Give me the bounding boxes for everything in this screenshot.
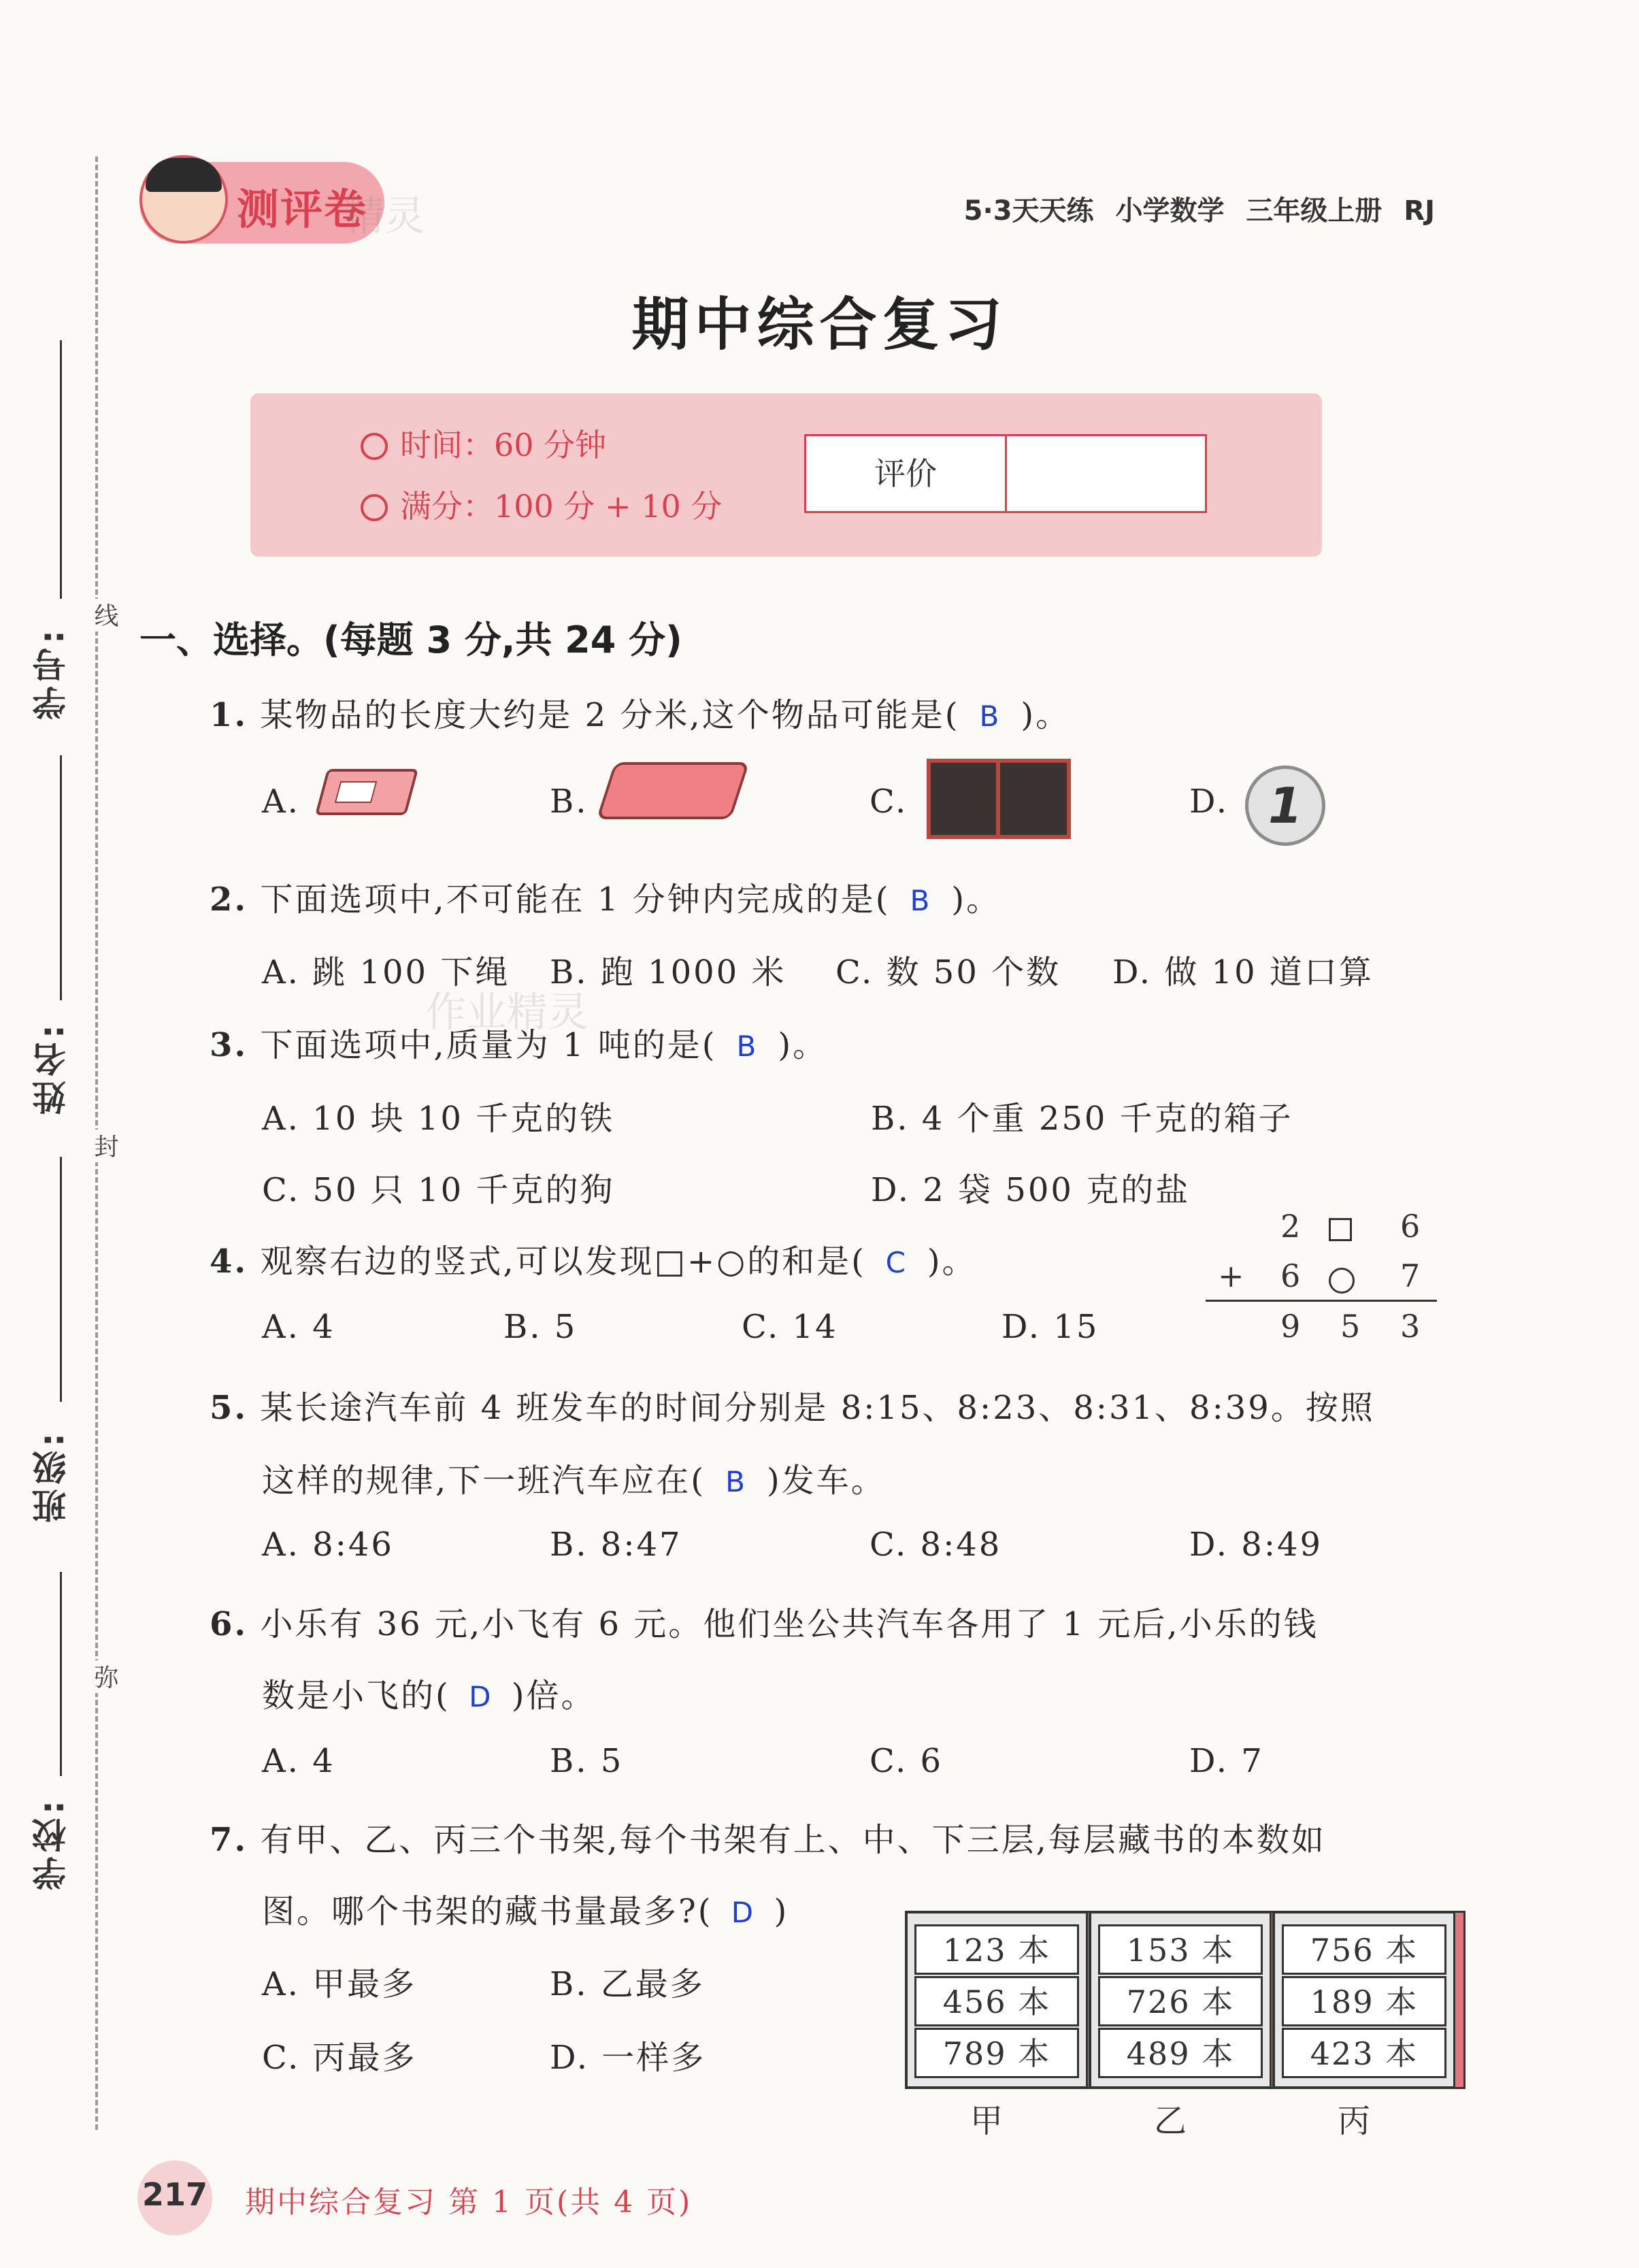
time-info (361, 421, 606, 465)
option-b[interactable]: B. 8:47 (550, 1526, 682, 1564)
option-c[interactable]: C. 数 50 个数 (835, 953, 1061, 991)
option-d[interactable]: D. 2 袋 500 克的盐 (871, 1171, 1191, 1209)
name-label: 姓名: (32, 1021, 71, 1115)
series-label: 5·3天天练 小学数学 三年级上册 RJ (963, 195, 1435, 227)
eraser-label (335, 781, 378, 803)
question-6-line2 (262, 1669, 595, 1716)
school-label: 学校: (32, 1796, 71, 1890)
digit: 6 (1400, 1208, 1421, 1245)
coin-image: 1 (1245, 766, 1325, 846)
plus-sign: + (1218, 1258, 1244, 1294)
bookshelf-side (1453, 1911, 1466, 2089)
school-field-line[interactable] (60, 1572, 62, 1776)
answer-blank[interactable]: B (979, 700, 1001, 733)
pencil-box-image (596, 762, 749, 819)
option-a[interactable]: A. 甲最多 (262, 1965, 417, 2003)
footer-text: 期中综合复习 第 1 页(共 4 页) (245, 2185, 693, 2220)
option-a[interactable]: A. 10 块 10 千克的铁 (262, 1100, 615, 1138)
question-5 (210, 1381, 1375, 1428)
shelf-row-bottom: 423 本 (1282, 2028, 1446, 2078)
shelf-row-middle: 726 本 (1098, 1976, 1263, 2026)
bookshelf-frame (1272, 1911, 1456, 2089)
answer-blank[interactable]: C (885, 1246, 908, 1279)
question-text-end: )。 (1021, 696, 1071, 734)
question-7-line2 (262, 1885, 789, 1932)
question-text: 这样的规律,下一班汽车应在( (262, 1462, 706, 1500)
question-text: 某长途汽车前 4 班发车的时间分别是 8:15、8:23、8:31、8:39。按照 (260, 1389, 1375, 1427)
question-number: 3. (210, 1026, 248, 1064)
option-d[interactable]: D. 一样多 (550, 2039, 706, 2077)
option-a[interactable]: A. (262, 783, 300, 821)
badge-label: 测评卷 (237, 184, 368, 234)
bookshelf-frame (905, 1911, 1089, 2089)
shelf-row-middle: 456 本 (914, 1976, 1079, 2026)
question-number: 7. (210, 1821, 248, 1859)
answer-blank[interactable]: B (736, 1030, 759, 1063)
square-symbol (1329, 1209, 1352, 1246)
rating-label: 评价 (806, 436, 1007, 511)
id-field-line[interactable] (60, 340, 62, 599)
question-5-line2 (262, 1454, 886, 1501)
question-text: 有甲、乙、丙三个书架,每个书架有上、中、下三层,每层藏书的本数如 (260, 1821, 1326, 1859)
question-text: 小乐有 36 元,小飞有 6 元。他们坐公共汽车各用了 1 元后,小乐的钱 (260, 1605, 1319, 1643)
bookshelf-label: 丙 (1337, 2102, 1370, 2140)
digit: 3 (1400, 1308, 1421, 1345)
time-text: 时间：60 分钟 (400, 427, 607, 463)
score-text: 满分：100 分 + 10 分 (400, 488, 723, 525)
question-text-end: )倍。 (511, 1677, 596, 1715)
question-number: 2. (210, 881, 248, 919)
answer-blank[interactable]: D (469, 1680, 493, 1713)
answer-blank[interactable]: D (731, 1896, 756, 1929)
page-title: 期中综合复习 (631, 291, 1008, 358)
check-icon (361, 494, 388, 521)
option-c[interactable]: C. 50 只 10 千克的狗 (262, 1171, 615, 1209)
question-text: 下面选项中,质量为 1 吨的是( (260, 1026, 717, 1064)
option-a[interactable]: A. 4 (262, 1308, 335, 1346)
digit: 9 (1280, 1308, 1301, 1345)
option-d[interactable]: D. 做 10 道口算 (1112, 953, 1374, 991)
question-text: 某物品的长度大约是 2 分米,这个物品可能是( (260, 696, 960, 734)
shelf-row-bottom: 489 本 (1098, 2028, 1263, 2078)
bookshelf-frame (1089, 1911, 1272, 2089)
option-d[interactable]: D. (1189, 783, 1229, 821)
score-info (361, 482, 722, 527)
shelf-row-bottom: 789 本 (914, 2028, 1079, 2078)
id-label: 学号: (32, 626, 71, 720)
name-field-line[interactable] (60, 755, 62, 1000)
option-c[interactable]: C. 6 (870, 1742, 944, 1780)
question-number: 5. (210, 1389, 248, 1427)
shelf-row-middle: 189 本 (1282, 1976, 1446, 2026)
clock-icon (361, 433, 388, 460)
option-c[interactable]: C. 丙最多 (262, 2039, 417, 2077)
class-label: 班级: (32, 1429, 71, 1523)
question-text-end: )。 (778, 1026, 828, 1064)
option-a[interactable]: A. 4 (262, 1742, 335, 1780)
class-field-line[interactable] (60, 1157, 62, 1402)
option-b[interactable]: B. (550, 783, 589, 821)
question-text-end: )发车。 (767, 1462, 886, 1500)
blackboard-image (927, 759, 1071, 839)
watermark: 精灵 (344, 193, 425, 240)
option-a[interactable]: A. 8:46 (262, 1526, 394, 1564)
question-text: 图。哪个书架的藏书量最多?( (262, 1892, 713, 1930)
question-text-end: ) (774, 1892, 789, 1930)
digit: 2 (1280, 1208, 1301, 1245)
option-d[interactable]: D. 7 (1189, 1742, 1264, 1780)
question-text-end: )。 (951, 881, 1001, 919)
option-d[interactable]: D. 8:49 (1189, 1526, 1323, 1564)
option-d[interactable]: D. 15 (1001, 1308, 1099, 1346)
option-a[interactable]: A. 跳 100 下绳 (262, 953, 510, 991)
option-c[interactable]: C. (870, 783, 908, 821)
bookshelf-label: 乙 (1153, 2102, 1187, 2140)
sum-line (1206, 1300, 1437, 1302)
option-c[interactable]: C. 14 (742, 1308, 838, 1346)
question-text-end: )。 (927, 1243, 977, 1281)
watermark: 作业精灵 (425, 989, 589, 1036)
section-heading: 一、选择。(每题 3 分,共 24 分) (139, 619, 682, 661)
bookshelf-label: 甲 (970, 2102, 1003, 2140)
digit: 7 (1400, 1258, 1421, 1294)
option-c[interactable]: C. 8:48 (870, 1526, 1002, 1564)
answer-blank[interactable]: B (725, 1465, 747, 1498)
eraser-image (315, 769, 418, 815)
shelf-row-top: 756 本 (1282, 1924, 1446, 1975)
question-1 (210, 689, 1070, 736)
shelf-row-top: 123 本 (914, 1924, 1079, 1975)
answer-blank[interactable]: B (910, 884, 932, 917)
rating-box (804, 434, 1207, 513)
binding-word-close: 弥 (87, 1660, 122, 1693)
question-7 (210, 1813, 1326, 1860)
question-number: 4. (210, 1243, 248, 1281)
question-number: 6. (210, 1605, 248, 1643)
question-2 (210, 873, 1001, 920)
question-text: 数是小飞的( (262, 1677, 450, 1715)
blackboard-divider (996, 763, 1000, 835)
binding-word-line: 线 (87, 599, 122, 631)
rating-value-field[interactable] (1010, 436, 1205, 511)
question-number: 1. (210, 696, 248, 734)
digit: 5 (1340, 1308, 1361, 1345)
option-b[interactable]: B. 5 (550, 1742, 624, 1780)
shelf-row-top: 153 本 (1098, 1924, 1263, 1975)
page-number: 217 (142, 2176, 208, 2213)
option-b[interactable]: B. 4 个重 250 千克的箱子 (871, 1100, 1293, 1138)
option-b[interactable]: B. 乙最多 (550, 1965, 705, 2003)
question-6 (210, 1598, 1319, 1645)
option-b[interactable]: B. 跑 1000 米 (550, 953, 787, 991)
question-text: 下面选项中,不可能在 1 分钟内完成的是( (260, 881, 891, 919)
circle-symbol (1329, 1260, 1355, 1297)
question-4 (210, 1235, 977, 1282)
binding-word-seal: 封 (87, 1130, 122, 1162)
digit: 6 (1280, 1258, 1301, 1294)
question-text: 观察右边的竖式,可以发现□+○的和是( (260, 1243, 866, 1281)
option-b[interactable]: B. 5 (503, 1308, 578, 1346)
